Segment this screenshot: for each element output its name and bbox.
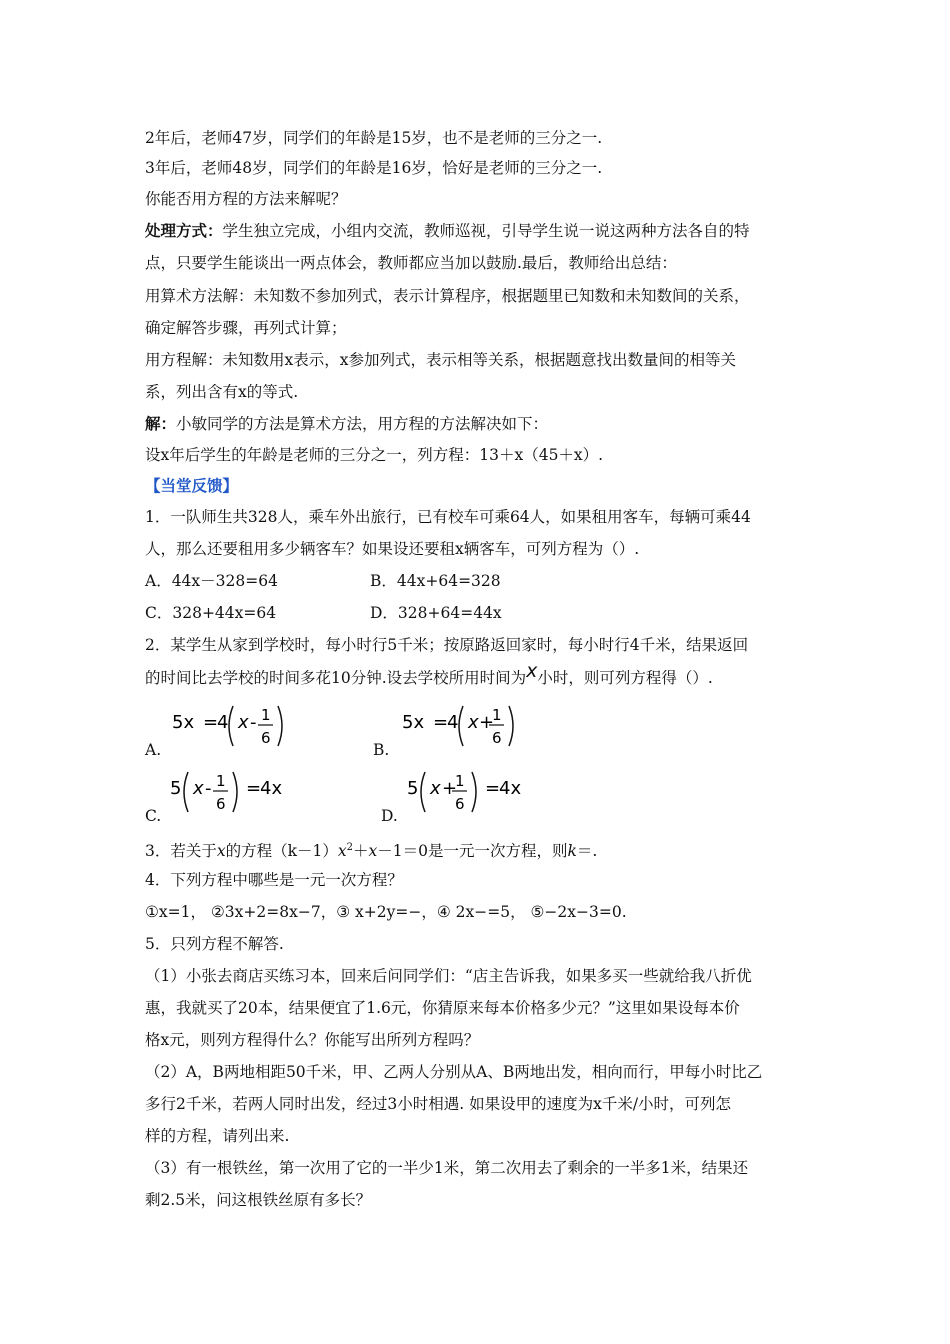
- svg-text:=: =: [246, 778, 262, 799]
- equation-b: [400, 700, 520, 752]
- svg-text:4: 4: [447, 712, 459, 733]
- option-d: D．328+64=44x: [370, 604, 502, 622]
- text-line: 3年后，老师48岁，同学们的年龄是16岁，恰好是老师的三分之一.: [145, 159, 603, 177]
- question-5: 5．只列方程不解答.: [145, 935, 284, 953]
- svg-text:5: 5: [170, 778, 182, 799]
- option-b: B．44x+64=328: [370, 572, 501, 590]
- math-var-x: x: [526, 660, 538, 682]
- equation-d: [405, 766, 535, 818]
- svg-text:5: 5: [407, 778, 419, 799]
- method-label: 处理方式：: [145, 221, 223, 240]
- text-line: 2年后，老师47岁，同学们的年龄是15岁，也不是老师的三分之一.: [145, 129, 603, 147]
- text-line: 用算术方法解：未知数不参加列式，表示计算程序，根据题里已知数和未知数间的关系，: [145, 287, 750, 305]
- option-a: A．44x－328=64: [145, 572, 278, 590]
- text-line: 用方程解：未知数用x表示，x参加列式，表示相等关系，根据题意找出数量间的相等关: [145, 351, 736, 369]
- eq-label-a: A.: [145, 741, 162, 759]
- question-3: 3．若关于x的方程$(k-1)x^2+x-1=0$是一元一次方程，则k＝.: [145, 842, 598, 861]
- svg-text:x: x: [430, 778, 441, 799]
- eq-label-d: D.: [381, 807, 398, 825]
- svg-text:x: x: [193, 778, 204, 799]
- text-line: [145, 414, 815, 434]
- solution-label: 解：: [145, 414, 177, 433]
- question-5-1: （1）小张去商店买练习本，回来后问同学们：“店主告诉我，如果多买一些就给我八折优: [145, 967, 752, 985]
- solution-text: 小敏同学的方法是算术方法，用方程的方法解决如下：: [176, 415, 549, 433]
- eq-label-b: B.: [373, 741, 390, 759]
- svg-text:6: 6: [261, 729, 271, 747]
- equation-c: [168, 766, 298, 818]
- question-1: 人，那么还要租用多少辆客车？如果设还要租x辆客车，可列方程为（）.: [145, 540, 640, 558]
- svg-text:5x: 5x: [172, 712, 195, 733]
- question-4-items: ①x=1， ②3x+2=8x−7，③ x+2y=−，④ 2x−=5， ⑤−2x−3=0.: [145, 903, 627, 921]
- option-c: C．328+44x=64: [145, 604, 277, 622]
- question-5-3: 剩2.5米，问这根铁丝原有多长？: [145, 1191, 372, 1209]
- svg-text:x: x: [238, 712, 249, 733]
- text-line: 你能否用方程的方法来解呢？: [145, 190, 347, 208]
- feedback-heading: 【当堂反馈】: [145, 476, 239, 495]
- question-5-2: 样的方程，请列出来.: [145, 1127, 290, 1145]
- text-line: 设x年后学生的年龄是老师的三分之一，列方程：13＋x（45＋x）.: [145, 446, 604, 464]
- svg-text:5x: 5x: [402, 712, 425, 733]
- question-4: 4．下列方程中哪些是一元一次方程？: [145, 871, 403, 889]
- question-1: 1．一队师生共328人，乘车外出旅行，已有校车可乘64人，如果租用客车，每辆可乘44: [145, 508, 751, 526]
- svg-text:=: =: [203, 712, 219, 733]
- svg-text:x: x: [468, 712, 479, 733]
- svg-text:1: 1: [492, 706, 502, 724]
- svg-text:+: +: [442, 778, 458, 799]
- method-text: 学生独立完成，小组内交流，教师巡视，引导学生说一说这两种方法各自的特: [222, 222, 750, 240]
- svg-text:+: +: [479, 712, 495, 733]
- svg-text:-: -: [250, 712, 257, 733]
- question-2: 的时间比去学校的时间多花10分钟.设去学校所用时间为x小时，则可列方程得（）.: [145, 660, 713, 687]
- eq-label-c: C.: [145, 807, 162, 825]
- question-5-2: 多行2千米，若两人同时出发，经过3小时相遇. 如果设甲的速度为x千米/小时，可列怎: [145, 1095, 732, 1113]
- question-5-1: 惠，我就买了20本，结果便宜了1.6元，你猜原来每本价格多少元？”这里如果设每本价: [145, 999, 740, 1017]
- svg-text:6: 6: [492, 729, 502, 747]
- svg-text:1: 1: [455, 772, 465, 790]
- svg-text:6: 6: [455, 795, 465, 813]
- text-line: 确定解答步骤，再列式计算；: [145, 319, 347, 337]
- svg-text:-: -: [205, 778, 212, 799]
- svg-text:4: 4: [217, 712, 229, 733]
- equation-a: [170, 700, 290, 752]
- text-line: 点，只要学生能谈出一两点体会，教师都应当加以鼓励.最后，教师给出总结：: [145, 254, 677, 272]
- svg-text:6: 6: [216, 795, 226, 813]
- svg-text:=: =: [485, 778, 501, 799]
- question-5-2: （2）A，B两地相距50千米，甲、乙两人分别从A、B两地出发，相向而行，甲每小时比乙: [145, 1063, 763, 1081]
- svg-text:1: 1: [261, 706, 271, 724]
- svg-text:4x: 4x: [260, 778, 283, 799]
- question-2: 2．某学生从家到学校时，每小时行5千米；按原路返回家时，每小时行4千米，结果返回: [145, 636, 749, 654]
- question-5-3: （3）有一根铁丝，第一次用了它的一半少1米，第二次用去了剩余的一半多1米，结果还: [145, 1159, 749, 1177]
- text-line: [145, 221, 815, 241]
- svg-text:=: =: [433, 712, 449, 733]
- svg-text:4x: 4x: [499, 778, 522, 799]
- svg-text:1: 1: [216, 772, 226, 790]
- text-line: 系，列出含有x的等式.: [145, 383, 299, 401]
- question-5-1: 格x元，则列方程得什么？你能写出所列方程吗？: [145, 1031, 480, 1049]
